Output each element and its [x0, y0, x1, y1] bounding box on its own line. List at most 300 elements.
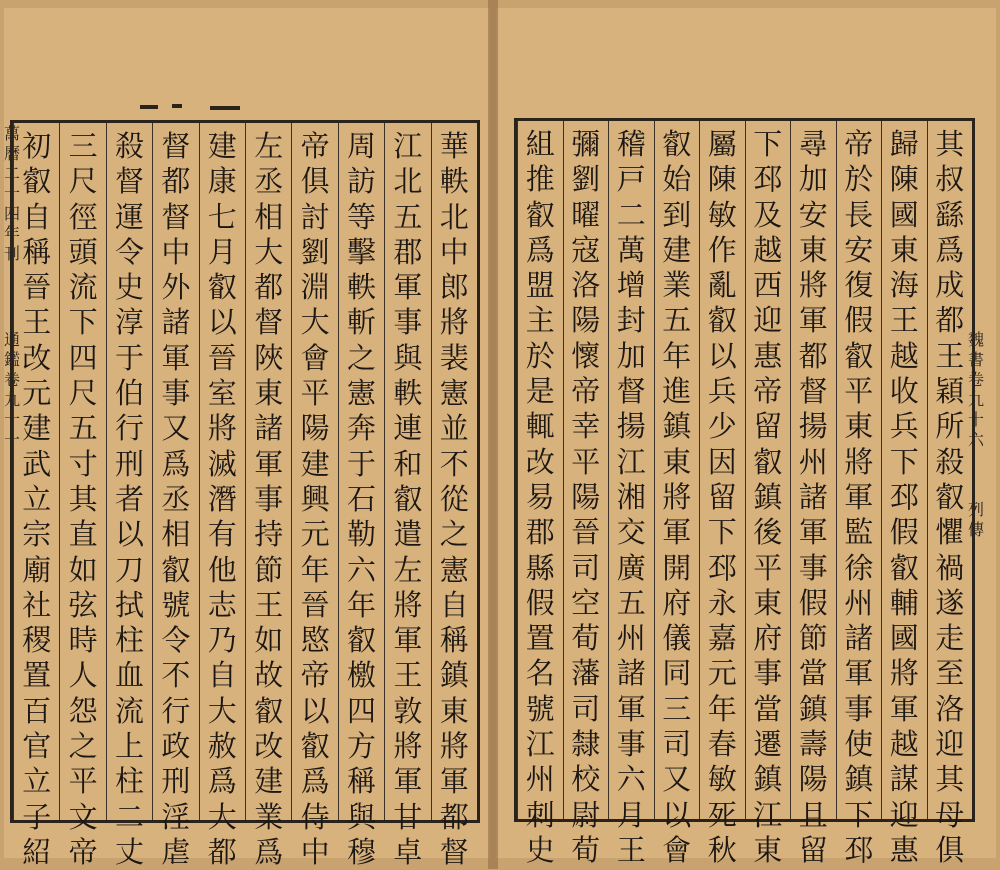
right-column-text: [700, 127, 745, 868]
right-column-char: 邳: [753, 162, 783, 197]
left-column-char: 建: [300, 446, 330, 481]
right-column-char: 爲: [525, 232, 555, 267]
right-column-char: 成: [935, 268, 965, 303]
right-column-char: 越: [889, 338, 919, 373]
right-column-char: 開: [662, 550, 692, 585]
left-column-char: 督: [161, 199, 191, 234]
right-column-char: 東: [662, 444, 692, 479]
left-column-char: 伯: [114, 376, 144, 411]
left-column-char: 討: [300, 199, 330, 234]
left-column-char: 史: [114, 270, 144, 305]
right-column-char: 三: [662, 691, 692, 726]
left-margin-char: 年: [3, 224, 20, 243]
left-column-5: [245, 123, 291, 869]
left-column-char: 晉: [22, 270, 52, 305]
right-column-char: 州: [525, 762, 555, 797]
right-column-char: 繇: [935, 197, 965, 232]
left-column-char: 號: [161, 587, 191, 622]
right-column-char: 東: [889, 232, 919, 267]
left-column-char: 相: [161, 517, 191, 552]
right-column-char: 叡: [753, 444, 783, 479]
left-column-char: 陽: [300, 411, 330, 446]
left-column-char: 運: [114, 199, 144, 234]
right-column-char: 假: [798, 585, 828, 620]
right-column-char: 鎮: [844, 762, 874, 797]
left-column-char: 紹: [22, 834, 52, 869]
right-column-char: 號: [525, 691, 555, 726]
left-column-char: 帝: [300, 129, 330, 163]
left-column-char: 五: [393, 199, 423, 234]
left-column-char: 之: [68, 729, 98, 764]
left-column-char: 五: [68, 411, 98, 446]
right-column-char: 邳: [844, 832, 874, 867]
left-column-char: 諸: [161, 305, 191, 340]
right-column-char: 將: [798, 268, 828, 303]
right-column-char: 空: [571, 585, 601, 620]
left-column-char: 石: [346, 481, 376, 516]
right-column-char: 下: [707, 515, 737, 550]
right-column-char: 建: [662, 232, 692, 267]
right-column-char: 迎: [935, 727, 965, 762]
left-column-char: 擊: [346, 234, 376, 269]
left-margin-label-2: [0, 330, 32, 450]
right-column-char: 迎: [889, 797, 919, 832]
left-column-char: 置: [22, 658, 52, 693]
right-column-char: 幸: [571, 409, 601, 444]
right-column-char: 下: [844, 797, 874, 832]
right-column-char: 叡: [935, 479, 965, 514]
right-column-9: [563, 121, 609, 867]
left-column-char: 奔: [346, 411, 376, 446]
right-column-char: 事: [616, 727, 646, 762]
right-column-char: 收: [889, 374, 919, 409]
left-column-char: 鎮: [439, 658, 469, 693]
right-column-char: 當: [798, 656, 828, 691]
right-column-char: 其: [935, 762, 965, 797]
left-column-char: 平: [68, 764, 98, 799]
left-column-char: 立: [22, 481, 52, 516]
left-column-char: 自: [207, 658, 237, 693]
right-column-char: 帝: [571, 374, 601, 409]
right-column-1: [927, 121, 973, 867]
right-column-char: 府: [753, 621, 783, 656]
left-column-char: 上: [114, 729, 144, 764]
right-column-char: 督: [798, 374, 828, 409]
right-column-char: 諸: [798, 479, 828, 514]
right-column-char: 東: [844, 409, 874, 444]
right-column-char: 監: [844, 515, 874, 550]
right-column-char: 江: [525, 727, 555, 762]
left-column-char: 令: [161, 623, 191, 658]
right-column-char: 改: [525, 444, 555, 479]
right-column-char: 五: [662, 303, 692, 338]
left-column-2: [384, 123, 430, 869]
left-column-char: 又: [161, 411, 191, 446]
right-column-char: 國: [889, 621, 919, 656]
book-gutter: [488, 0, 498, 869]
left-column-char: 淳: [114, 305, 144, 340]
right-margin-char: 十: [967, 410, 984, 429]
right-column-char: 萬: [616, 232, 646, 267]
right-column-char: 同: [662, 656, 692, 691]
right-column-char: 徐: [844, 550, 874, 585]
right-column-char: 謀: [889, 762, 919, 797]
right-column-char: 惠: [753, 338, 783, 373]
left-column-char: 憲: [439, 376, 469, 411]
left-column-char: 周: [346, 129, 376, 163]
left-column-char: 劉: [300, 234, 330, 269]
right-column-char: 王: [616, 832, 646, 867]
left-column-char: 和: [393, 446, 423, 481]
right-column-char: 帝: [753, 374, 783, 409]
right-column-char: 壽: [798, 727, 828, 762]
left-column-char: 二: [114, 799, 144, 834]
left-margin2-char: 通: [3, 330, 20, 349]
left-column-char: 稱: [439, 623, 469, 658]
right-column-char: 事: [798, 550, 828, 585]
right-column-char: 置: [525, 621, 555, 656]
left-column-char: 平: [300, 376, 330, 411]
left-column-char: 以: [300, 693, 330, 728]
right-column-text: [746, 127, 791, 868]
left-column-char: 勒: [346, 517, 376, 552]
right-column-char: 使: [844, 727, 874, 762]
left-column-char: 叡: [207, 270, 237, 305]
right-column-char: 穎: [935, 374, 965, 409]
right-column-char: 軍: [798, 515, 828, 550]
left-column-char: 相: [254, 199, 284, 234]
right-column-text: [928, 127, 973, 868]
right-column-char: 司: [571, 691, 601, 726]
right-column-char: 湘: [616, 479, 646, 514]
left-column-char: 大: [300, 305, 330, 340]
left-column-char: 事: [393, 305, 423, 340]
left-column-1: [431, 123, 477, 869]
left-column-char: 軍: [393, 623, 423, 658]
right-column-char: 少: [707, 409, 737, 444]
left-column-char: 江: [393, 129, 423, 163]
left-column-char: 都: [254, 270, 284, 305]
right-column-char: 於: [844, 162, 874, 197]
right-column-char: 及: [753, 197, 783, 232]
left-column-char: 刑: [114, 446, 144, 481]
left-column-char: 北: [393, 164, 423, 199]
right-column-char: 邳: [707, 550, 737, 585]
right-column-char: 爲: [935, 232, 965, 267]
left-column-char: 立: [22, 764, 52, 799]
left-column-char: 俱: [300, 164, 330, 199]
left-column-char: 有: [207, 517, 237, 552]
right-column-char: 年: [662, 338, 692, 373]
right-column-char: 劉: [571, 162, 601, 197]
left-column-char: 宗: [22, 517, 52, 552]
right-column-char: 揚: [798, 409, 828, 444]
left-margin-char: 刊: [3, 244, 20, 263]
right-column-char: 作: [707, 232, 737, 267]
left-column-char: 穆: [346, 834, 376, 869]
left-column-char: 方: [346, 729, 376, 764]
left-column-char: 郎: [439, 270, 469, 305]
right-column-char: 惠: [889, 832, 919, 867]
right-column-char: 平: [571, 444, 601, 479]
left-column-char: 志: [207, 587, 237, 622]
right-margin-label: [956, 330, 996, 450]
right-column-char: 母: [935, 797, 965, 832]
right-column-char: 司: [571, 550, 601, 585]
left-column-char: 以: [207, 305, 237, 340]
right-column-char: 軍: [616, 691, 646, 726]
left-column-char: 文: [68, 799, 98, 834]
left-column-char: 行: [114, 411, 144, 446]
left-column-8: [106, 123, 152, 869]
left-column-text: [60, 129, 105, 870]
right-column-char: 歸: [889, 127, 919, 161]
left-column-char: 與: [346, 799, 376, 834]
right-column-char: 揚: [616, 409, 646, 444]
right-column-char: 月: [616, 797, 646, 832]
left-column-char: 潛: [207, 481, 237, 516]
left-column-text: [339, 129, 384, 870]
right-column-char: 遷: [753, 727, 783, 762]
right-column-char: 屬: [707, 127, 737, 161]
left-column-char: 室: [207, 376, 237, 411]
left-column-char: 爲: [161, 446, 191, 481]
right-column-char: 輔: [889, 585, 919, 620]
right-column-char: 將: [889, 656, 919, 691]
left-column-char: 並: [439, 411, 469, 446]
left-column-char: 元: [300, 517, 330, 552]
right-column-char: 封: [616, 303, 646, 338]
right-column-char: 加: [616, 338, 646, 373]
left-column-char: 晉: [300, 587, 330, 622]
left-column-char: 王: [393, 658, 423, 693]
right-column-char: 軍: [798, 303, 828, 338]
right-column-char: 秋: [707, 832, 737, 867]
left-column-char: 自: [22, 199, 52, 234]
left-column-char: 他: [207, 552, 237, 587]
right-column-text: [655, 127, 700, 868]
right-column-char: 且: [798, 797, 828, 832]
right-column-char: 平: [753, 550, 783, 585]
right-column-char: 春: [707, 727, 737, 762]
right-column-6: [699, 121, 745, 867]
left-column-char: 血: [114, 658, 144, 693]
left-column-char: 淵: [300, 270, 330, 305]
right-column-char: 亂: [707, 268, 737, 303]
right-column-char: 儀: [662, 621, 692, 656]
left-column-char: 與: [393, 340, 423, 375]
right-column-char: 陽: [798, 762, 828, 797]
right-column-char: 是: [525, 374, 555, 409]
left-column-char: 從: [439, 481, 469, 516]
left-margin-char: 曆: [3, 144, 20, 163]
right-margin-label-2: [956, 500, 996, 540]
left-column-char: 卓: [393, 834, 423, 869]
right-column-char: 諸: [844, 621, 874, 656]
left-column-char: 中: [300, 834, 330, 869]
left-column-char: 事: [254, 481, 284, 516]
left-column-char: 七: [207, 199, 237, 234]
left-text-frame: [10, 120, 480, 869]
left-column-char: 時: [68, 623, 98, 658]
right-column-char: 王: [889, 303, 919, 338]
left-column-char: 四: [346, 693, 376, 728]
right-column-char: 敏: [707, 762, 737, 797]
right-column-char: 五: [616, 585, 646, 620]
left-column-char: 柱: [114, 764, 144, 799]
right-column-char: 會: [662, 832, 692, 867]
right-column-char: 邳: [889, 479, 919, 514]
left-column-char: 下: [68, 305, 98, 340]
right-column-text: [837, 127, 882, 868]
right-column-char: 叡: [844, 338, 874, 373]
right-column-char: 進: [662, 374, 692, 409]
left-column-char: 建: [254, 764, 284, 799]
left-margin2-char: 鑑: [3, 350, 20, 369]
left-column-char: 之: [439, 517, 469, 552]
right-column-char: 禍: [935, 550, 965, 585]
left-column-char: 王: [254, 587, 284, 622]
left-column-char: 督: [114, 164, 144, 199]
left-column-char: 自: [439, 587, 469, 622]
left-column-char: 者: [114, 481, 144, 516]
right-column-char: 平: [844, 374, 874, 409]
right-column-char: 留: [798, 832, 828, 867]
right-column-char: 敏: [707, 197, 737, 232]
left-column-char: 爲: [300, 764, 330, 799]
left-column-char: 叡: [393, 481, 423, 516]
right-column-char: 戸: [616, 162, 646, 197]
left-column-char: 憲: [439, 552, 469, 587]
right-column-char: 以: [662, 797, 692, 832]
right-margin-char: 六: [967, 430, 984, 449]
right-column-char: 又: [662, 762, 692, 797]
left-column-char: 愍: [300, 623, 330, 658]
left-column-char: 外: [161, 270, 191, 305]
right-column-char: 將: [662, 479, 692, 514]
right-column-char: 史: [525, 832, 555, 867]
left-column-char: 不: [439, 446, 469, 481]
left-column-char: 軼: [393, 376, 423, 411]
right-column-char: 尋: [798, 127, 828, 161]
right-column-char: 二: [616, 197, 646, 232]
left-column-char: 建: [207, 129, 237, 163]
left-column-char: 連: [393, 411, 423, 446]
left-column-char: 叡: [22, 164, 52, 199]
right-column-char: 江: [616, 444, 646, 479]
left-column-char: 晉: [207, 340, 237, 375]
right-column-char: 江: [753, 797, 783, 832]
left-column-char: 東: [254, 376, 284, 411]
right-margin2-char: 傳: [967, 520, 984, 539]
left-column-char: 流: [68, 270, 98, 305]
left-column-char: 官: [22, 729, 52, 764]
left-column-char: 柱: [114, 623, 144, 658]
left-column-char: 持: [254, 517, 284, 552]
right-column-char: 軍: [889, 691, 919, 726]
right-column-char: 後: [753, 515, 783, 550]
left-column-char: 以: [114, 517, 144, 552]
left-column-text: [292, 129, 337, 870]
right-column-text: [791, 127, 836, 868]
left-column-char: 稱: [346, 764, 376, 799]
left-column-char: 年: [300, 552, 330, 587]
right-column-char: 曜: [571, 197, 601, 232]
right-column-5: [745, 121, 791, 867]
left-margin-char: 十: [3, 184, 20, 203]
left-column-char: 左: [393, 552, 423, 587]
left-column-char: 淫: [161, 799, 191, 834]
right-column-char: 藩: [571, 656, 601, 691]
right-column-text: [882, 127, 927, 868]
right-column-char: 加: [798, 162, 828, 197]
left-column-char: 六: [346, 552, 376, 587]
right-column-char: 叡: [662, 127, 692, 161]
right-column-char: 因: [707, 444, 737, 479]
right-column-char: 迎: [753, 303, 783, 338]
left-column-char: 政: [161, 729, 191, 764]
right-column-char: 都: [935, 303, 965, 338]
left-column-char: 爲: [207, 764, 237, 799]
left-column-char: 于: [114, 340, 144, 375]
left-margin2-char: 卷: [3, 370, 20, 389]
left-column-text: [107, 129, 152, 870]
left-column-char: 侍: [300, 799, 330, 834]
left-column-char: 軍: [161, 340, 191, 375]
left-column-char: 弦: [68, 587, 98, 622]
left-column-char: 殺: [114, 129, 144, 163]
right-column-8: [608, 121, 654, 867]
left-column-char: 北: [439, 199, 469, 234]
right-column-char: 遂: [935, 585, 965, 620]
right-column-char: 假: [525, 585, 555, 620]
right-column-char: 安: [798, 197, 828, 232]
left-column-char: 業: [254, 799, 284, 834]
right-column-char: 所: [935, 409, 965, 444]
right-column-char: 國: [889, 197, 919, 232]
left-column-char: 左: [254, 129, 284, 163]
right-column-char: 州: [844, 585, 874, 620]
left-margin2-char: 十: [3, 410, 20, 429]
left-margin-char: 萬: [3, 124, 20, 143]
left-column-char: 都: [439, 799, 469, 834]
left-column-char: 遣: [393, 517, 423, 552]
right-column-char: 洛: [571, 268, 601, 303]
left-column-char: 滅: [207, 446, 237, 481]
left-column-char: 軍: [439, 764, 469, 799]
right-column-char: 長: [844, 197, 874, 232]
right-column-char: 永: [707, 585, 737, 620]
left-column-char: 百: [22, 693, 52, 728]
right-margin-char: 書: [967, 350, 984, 369]
left-column-char: 乃: [207, 623, 237, 658]
left-column-char: 子: [22, 799, 52, 834]
right-column-char: 陽: [571, 303, 601, 338]
left-column-char: 改: [22, 340, 52, 375]
left-column-char: 東: [439, 693, 469, 728]
right-column-char: 陳: [707, 162, 737, 197]
right-column-char: 叡: [889, 550, 919, 585]
right-column-char: 郡: [525, 515, 555, 550]
right-column-char: 越: [753, 232, 783, 267]
right-column-char: 始: [662, 162, 692, 197]
right-column-char: 懼: [935, 515, 965, 550]
left-column-char: 檄: [346, 658, 376, 693]
right-column-char: 節: [798, 621, 828, 656]
right-column-char: 荀: [571, 621, 601, 656]
right-column-char: 盟: [525, 268, 555, 303]
right-column-char: 兵: [707, 374, 737, 409]
